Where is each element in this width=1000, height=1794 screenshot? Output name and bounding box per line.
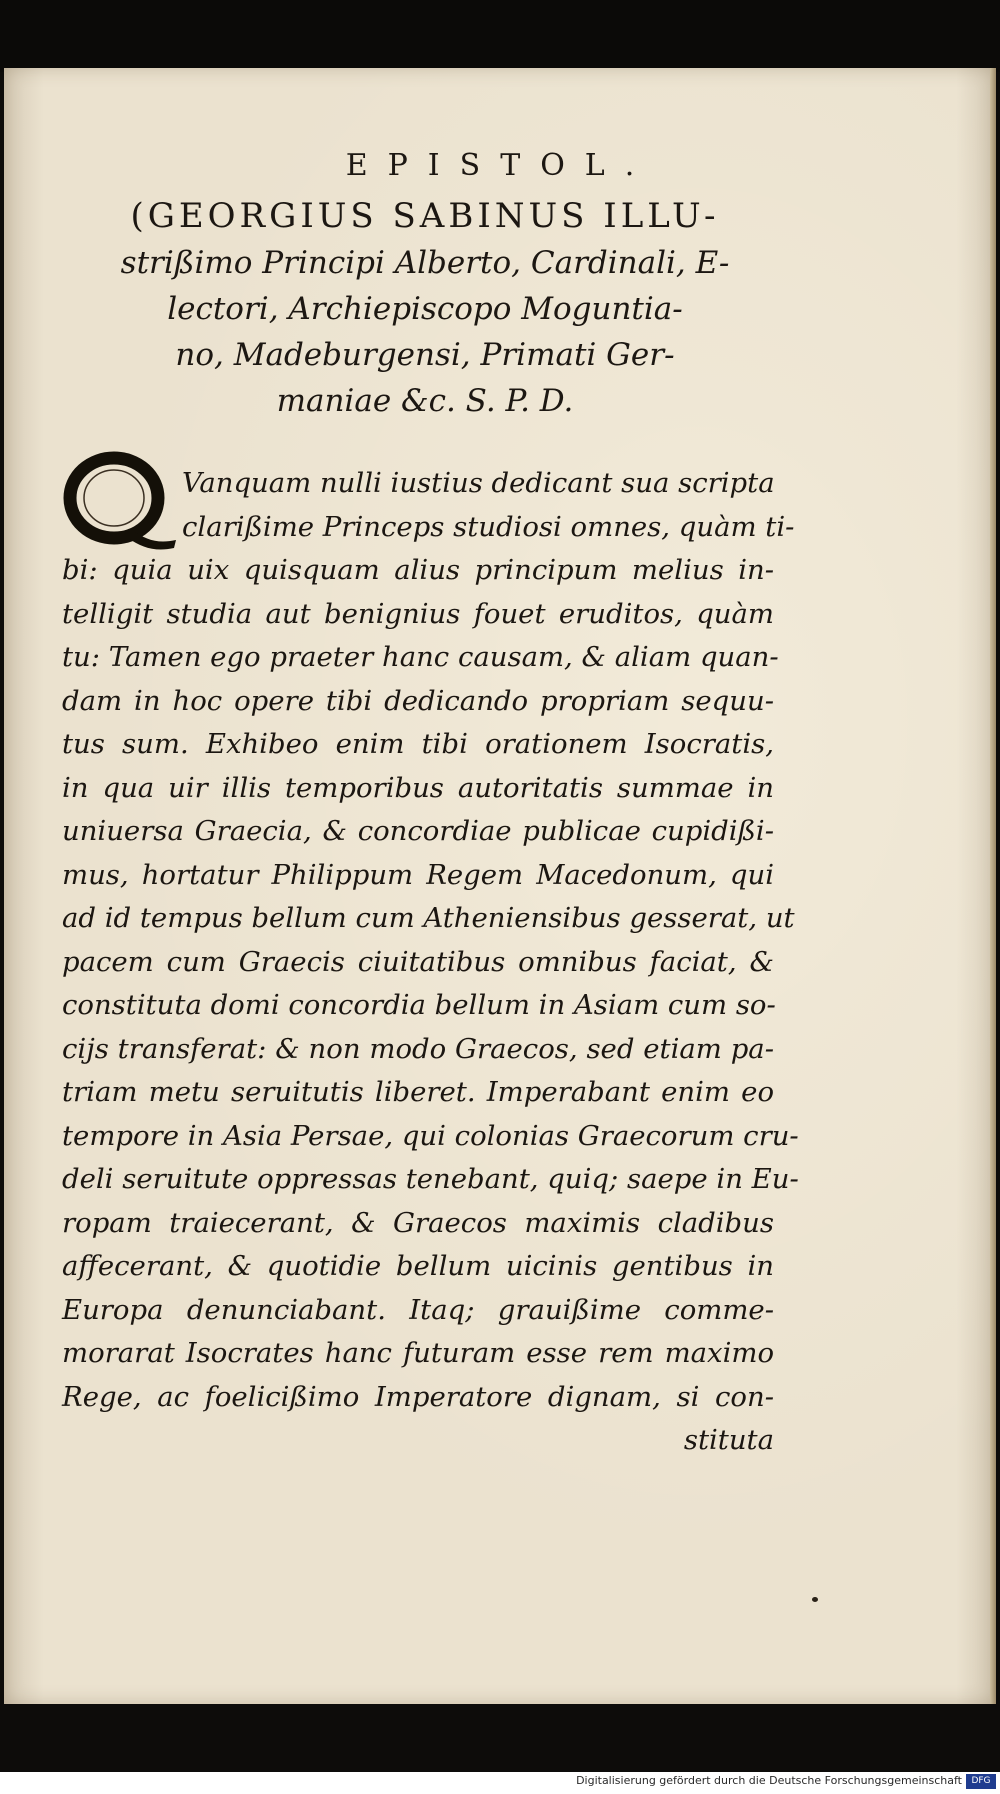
heading-line-4: no, Madeburgensi, Primati Ger- bbox=[175, 337, 675, 373]
text-line: constituta domi concordia bellum in Asiam cum so- bbox=[62, 989, 776, 1021]
ink-speck bbox=[812, 1597, 818, 1602]
text-line: triam metu seruitutis liberet. Imperabant enim eo bbox=[62, 1076, 774, 1108]
text-line: uniuersa Graecia, & concordiae publicae cupidißi- bbox=[62, 815, 774, 847]
text-line: affecerant, & quotidie bellum uicinis gentibus in bbox=[62, 1250, 774, 1282]
text-line: cijs transferat: & non modo Graecos, sed etiam pa- bbox=[62, 1032, 774, 1065]
scan-top-border bbox=[0, 0, 1000, 72]
text-line: deli seruitute oppressas tenebant, quiq; saepe in Eu- bbox=[62, 1163, 799, 1195]
text-line: pacem cum Graecis ciuitatibus omnibus faciat, & bbox=[62, 945, 774, 978]
text-line: tempore in Asia Persae, qui colonias Graecorum cru- bbox=[62, 1119, 799, 1152]
text-line: telligit studia aut benignius fouet eruditos, quàm bbox=[62, 597, 774, 630]
dedication-heading bbox=[100, 192, 750, 424]
digitization-credit: Digitalisierung gefördert durch die Deutsche Forschungsgemeinschaft bbox=[576, 1774, 962, 1787]
heading-line-2: strißimo Principi Alberto, Cardinali, E- bbox=[120, 245, 730, 281]
text-line: tus sum. Exhibeo enim tibi orationem Isocratis, bbox=[62, 728, 774, 760]
text-line: ad id tempus bellum cum Atheniensibus gesserat, ut bbox=[62, 902, 795, 934]
page-edge bbox=[990, 68, 996, 1704]
text-line: ropam traiecerant, & Graecos maximis cladibus bbox=[62, 1206, 774, 1239]
heading-line-5: maniae &c. S. P. D. bbox=[276, 383, 574, 419]
text-line: clarißime Princeps studiosi omnes, quàm ti- bbox=[182, 510, 795, 543]
heading-line-3: lectori, Archiepiscopo Moguntia- bbox=[167, 291, 683, 327]
text-line: mus, hortatur Philippum Regem Macedonum, qui bbox=[62, 858, 774, 891]
text-line: Rege, ac foelicißimo Imperatore dignam, si con- bbox=[62, 1380, 774, 1413]
dfg-logo: DFG bbox=[966, 1774, 996, 1789]
text-line: dam in hoc opere tibi dedicando propriam sequu- bbox=[62, 684, 774, 717]
running-head: EPISTOL. bbox=[345, 148, 655, 183]
catchword: stituta bbox=[683, 1424, 774, 1456]
text-line: bi: quia uix quisquam alius principum melius in- bbox=[62, 554, 774, 586]
text-line: tu: Tamen ego praeter hanc causam, & aliam quan- bbox=[62, 641, 779, 673]
heading-line-1: (GEORGIUS SABINUS ILLU- bbox=[130, 196, 720, 236]
letter-body bbox=[62, 462, 799, 1463]
text-line: Vanquam nulli iustius dedicant sua scripta bbox=[182, 467, 775, 499]
text-line: morarat Isocrates hanc futuram esse rem maximo bbox=[62, 1337, 774, 1369]
text-line: Europa denunciabant. Itaq; grauißime comme- bbox=[62, 1293, 774, 1326]
text-line: in qua uir illis temporibus autoritatis summae in bbox=[62, 771, 774, 804]
